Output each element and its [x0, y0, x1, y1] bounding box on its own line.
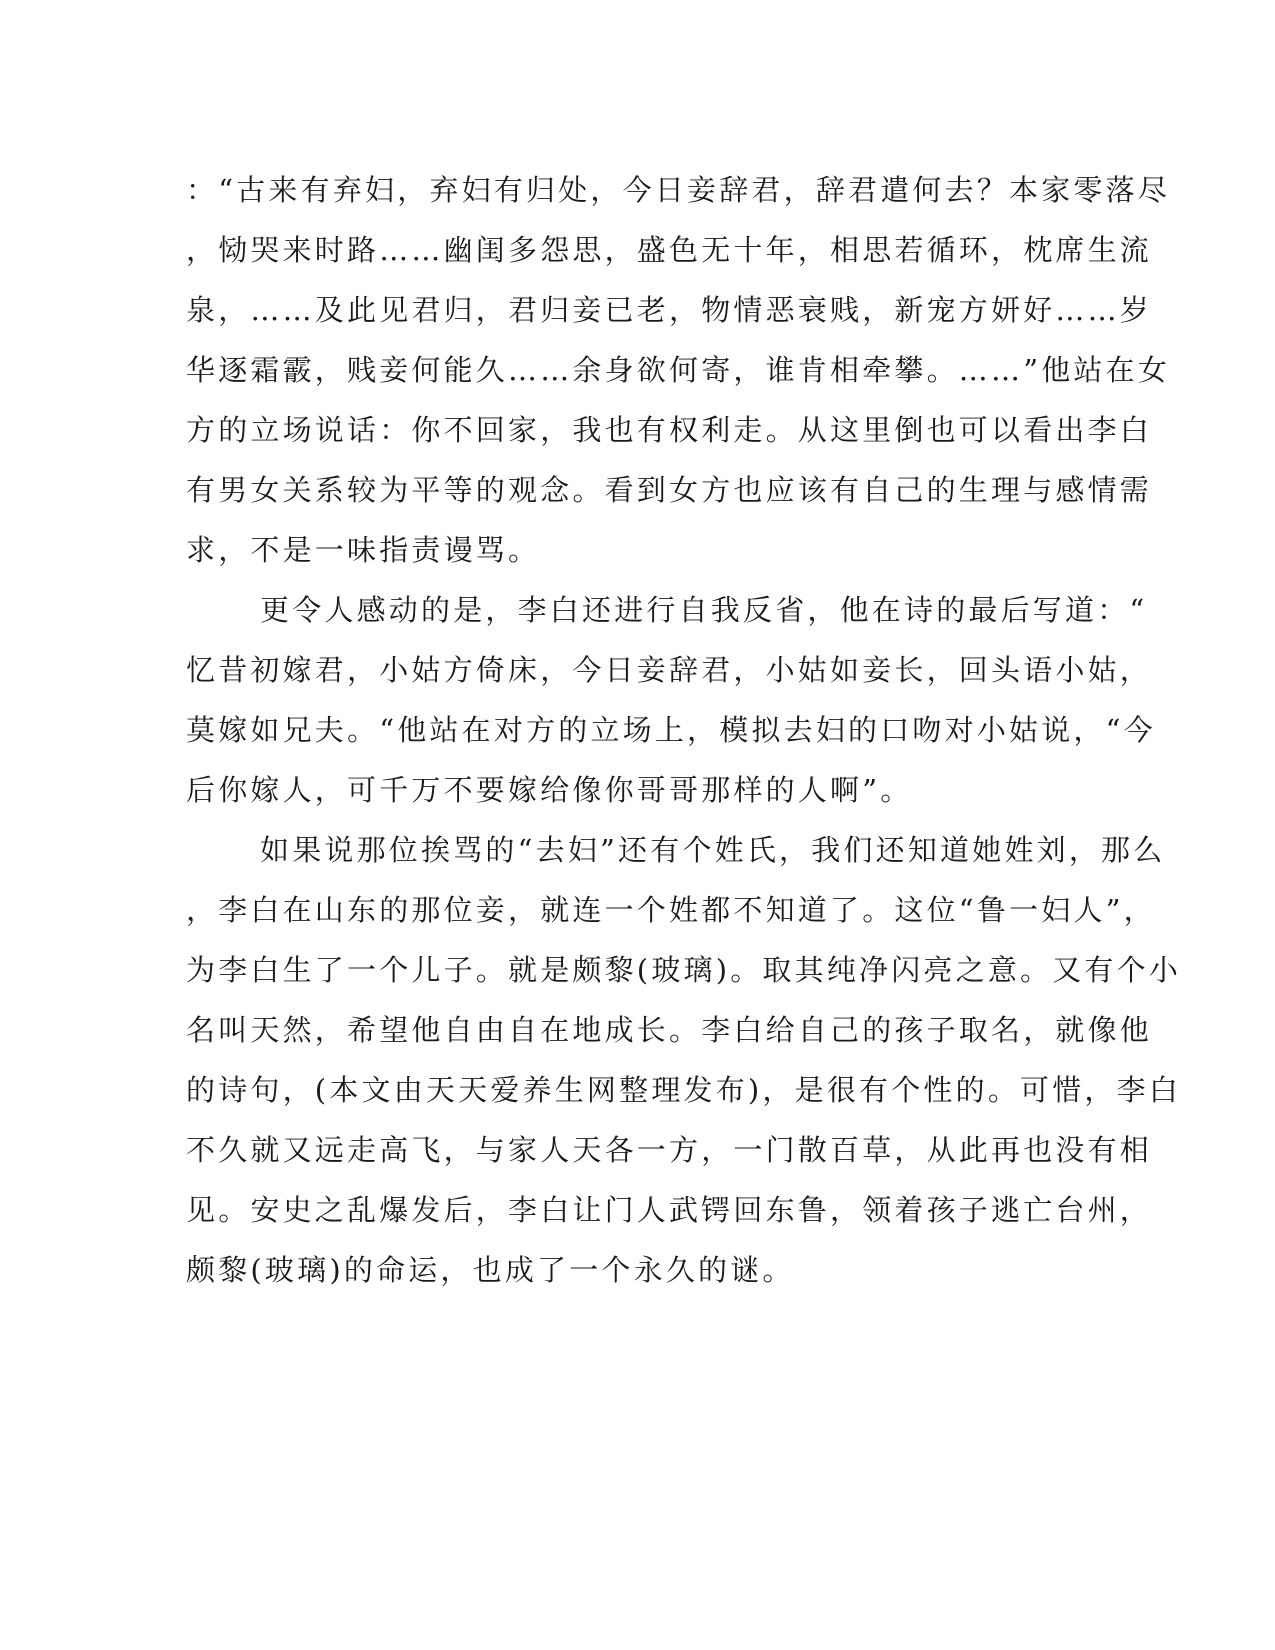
paragraph-1-line-7: 求，不是一味指责谩骂。: [186, 533, 541, 567]
paragraph-1-line-6: 有男女关系较为平等的观念。看到女方也应该有自己的生理与感情需: [186, 473, 1153, 507]
paragraph-1-line-4: 华逐霜霰，贱妾何能久……余身欲何寄，谁肯相牵攀。……”他站在女: [186, 353, 1171, 387]
paragraph-2-line-4: 后你嫁人，可千万不要嫁给像你哥哥那样的人啊”。: [186, 773, 913, 807]
paragraph-1-line-1: ：“古来有弃妇，弃妇有归处，今日妾辞君，辞君遣何去？本家零落尽: [186, 173, 1171, 207]
paragraph-2-line-3: 莫嫁如兄夫。“他站在对方的立场上，模拟去妇的口吻对小姑说，“今: [186, 713, 1156, 747]
paragraph-3-line-1: 如果说那位挨骂的“去妇”还有个姓氏，我们还知道她姓刘，那么: [260, 833, 1166, 867]
paragraph-1-line-3: 泉，……及此见君归，君归妾已老，物情恶衰贱，新宠方妍好……岁: [186, 293, 1153, 327]
paragraph-1-line-2: ，恸哭来时路……幽闺多怨思，盛色无十年，相思若循环，枕席生流: [186, 233, 1153, 267]
paragraph-1-line-5: 方的立场说话：你不回家，我也有权利走。从这里倒也可以看出李白: [186, 413, 1153, 447]
paragraph-3-line-8: 颇黎(玻璃)的命运，也成了一个永久的谜。: [186, 1253, 795, 1287]
paragraph-3-line-2: ，李白在山东的那位妾，就连一个姓都不知道了。这位“鲁一妇人”，: [186, 893, 1156, 927]
paragraph-3-line-7: 见。安史之乱爆发后，李白让门人武锷回东鲁，领着孩子逃亡台州，: [186, 1193, 1153, 1227]
paragraph-3-line-5: 的诗句，(本文由天天爱养生网整理发布)，是很有个性的。可惜，李白: [186, 1073, 1182, 1107]
paragraph-3-line-4: 名叫天然，希望他自由自在地成长。李白给自己的孩子取名，就像他: [186, 1013, 1153, 1047]
paragraph-3-line-6: 不久就又远走高飞，与家人天各一方，一门散百草，从此再也没有相: [186, 1133, 1153, 1167]
paragraph-2-line-2: 忆昔初嫁君，小姑方倚床，今日妾辞君，小姑如妾长，回头语小姑，: [186, 653, 1153, 687]
paragraph-2-line-1: 更令人感动的是，李白还进行自我反省，他在诗的最后写道：“: [260, 593, 1148, 627]
paragraph-3-line-3: 为李白生了一个儿子。就是颇黎(玻璃)。取其纯净闪亮之意。又有个小: [186, 953, 1182, 987]
